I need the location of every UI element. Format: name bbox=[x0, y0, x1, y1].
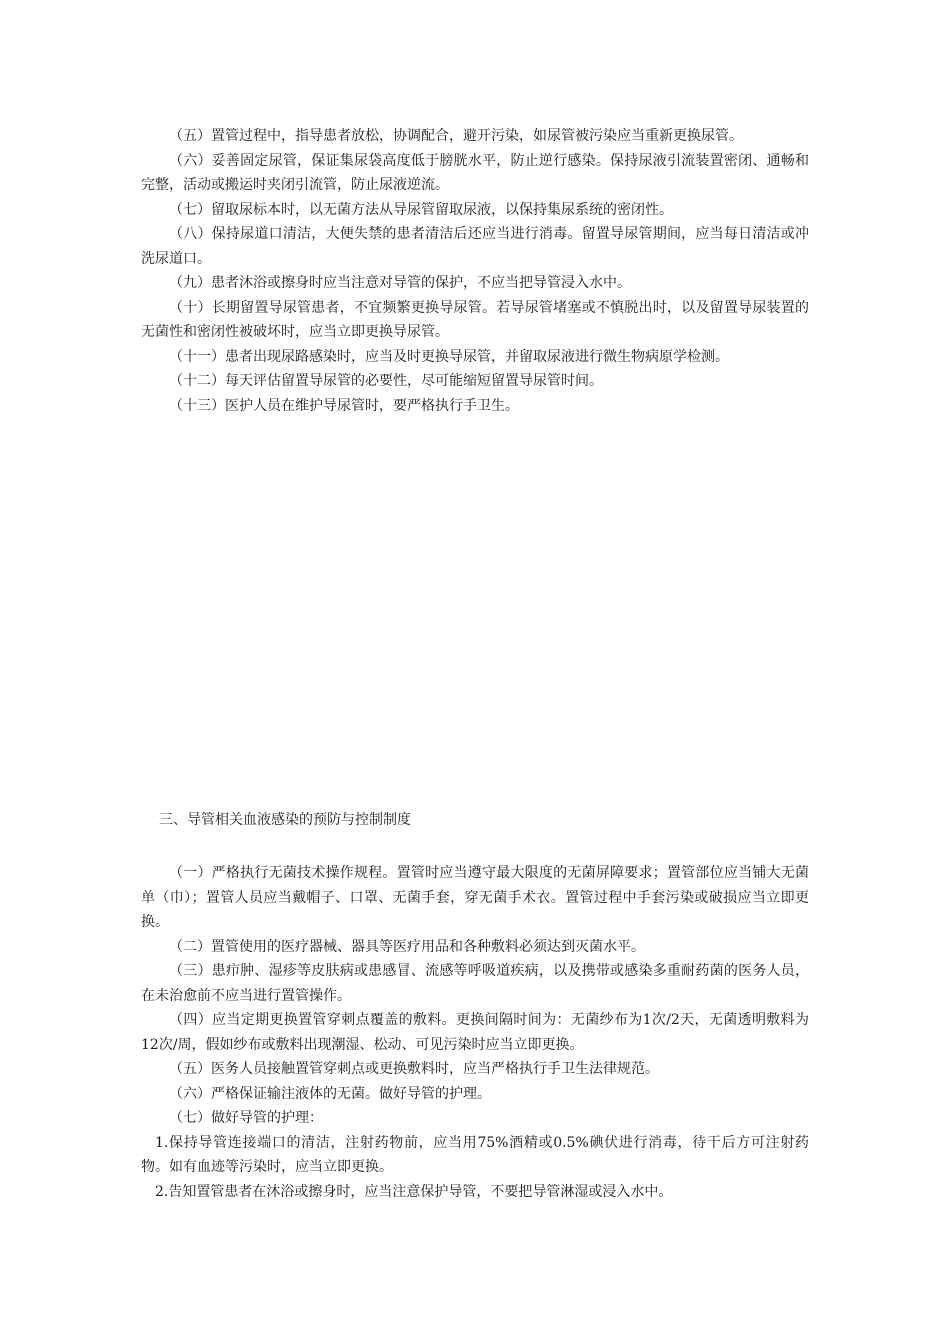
section-heading: 三、导管相关血液感染的预防与控制制度 bbox=[159, 812, 411, 828]
paragraph-item-7: （七）做好导管的护理： bbox=[169, 1110, 323, 1126]
paragraph-item-7: （七）留取尿标本时，以无菌方法从导尿管留取尿液，以保持集尿系统的密闭性。 bbox=[169, 201, 673, 218]
paragraph-item-6: （六）严格保证输注液体的无菌。做好导管的护理。 bbox=[169, 1085, 491, 1102]
paragraph-item-9: （九）患者沐浴或擦身时应当注意对导管的保护，不应当把导管浸入水中。 bbox=[169, 275, 631, 291]
paragraph-item-5: （五）置管过程中，指导患者放松，协调配合，避开污染，如尿管被污染应当重新更换尿管。 bbox=[169, 128, 743, 144]
paragraph-item-1: （一）严格执行无菌技术操作规程。置管时应当遵守最大限度的无菌屏障要求；置管部位应当铺大无菌单（巾）；置管人员应当戴帽子、口罩、无菌手套，穿无菌手术衣。置管过程中手套污染或破损应当立即更换。 bbox=[141, 865, 809, 930]
paragraph-item-4: （四）应当定期更换置管穿刺点覆盖的敷料。更换间隔时间为：无菌纱布为1次/2天，无菌透明敷料为12次/周，假如纱布或敷料出现潮湿、松动、可见污染时应当立即更换。 bbox=[141, 1012, 809, 1053]
paragraph-item-2: （二）置管使用的医疗器械、器具等医疗用品和各种敷料必须达到灭菌水平。 bbox=[169, 938, 645, 955]
sub-item-1: 1.保持导管连接端口的清洁，注射药物前，应当用75%酒精或0.5%碘伏进行消毒，待干后方可注射药物。如有血迹等污染时，应当立即更换。 bbox=[141, 1134, 809, 1175]
section-two-continued bbox=[141, 124, 809, 418]
paragraph-item-5: （五）医务人员接触置管穿刺点或更换敷料时，应当严格执行手卫生法律规范。 bbox=[169, 1061, 659, 1077]
paragraph-item-12: （十二）每天评估留置导尿管的必要性，尽可能缩短留置导尿管时间。 bbox=[169, 373, 603, 389]
paragraph-item-8: （八）保持尿道口清洁，大便失禁的患者清洁后还应当进行消毒。留置导尿管期间，应当每日清洁或冲洗尿道口。 bbox=[141, 226, 809, 267]
paragraph-item-3: （三）患疖肿、湿疹等皮肤病或患感冒、流感等呼吸道疾病，以及携带或感染多重耐药菌的医务人员，在未治愈前不应当进行置管操作。 bbox=[141, 963, 809, 1004]
paragraph-item-10: （十）长期留置导尿管患者，不宜频繁更换导尿管。若导尿管堵塞或不慎脱出时，以及留置导尿装置的无菌性和密闭性被破坏时，应当立即更换导尿管。 bbox=[141, 299, 809, 340]
section-three bbox=[141, 808, 809, 1204]
sub-item-2: 2.告知置管患者在沐浴或擦身时，应当注意保护导管，不要把导管淋湿或浸入水中。 bbox=[155, 1183, 673, 1200]
paragraph-item-11: （十一）患者出现尿路感染时，应当及时更换导尿管，并留取尿液进行微生物病原学检测。 bbox=[169, 348, 729, 365]
paragraph-item-13: （十三）医护人员在维护导尿管时，要严格执行手卫生。 bbox=[169, 397, 519, 414]
paragraph-item-6: （六）妥善固定尿管，保证集尿袋高度低于膀胱水平，防止逆行感染。保持尿液引流装置密闭、通畅和完整，活动或搬运时夹闭引流管，防止尿液逆流。 bbox=[141, 152, 809, 193]
